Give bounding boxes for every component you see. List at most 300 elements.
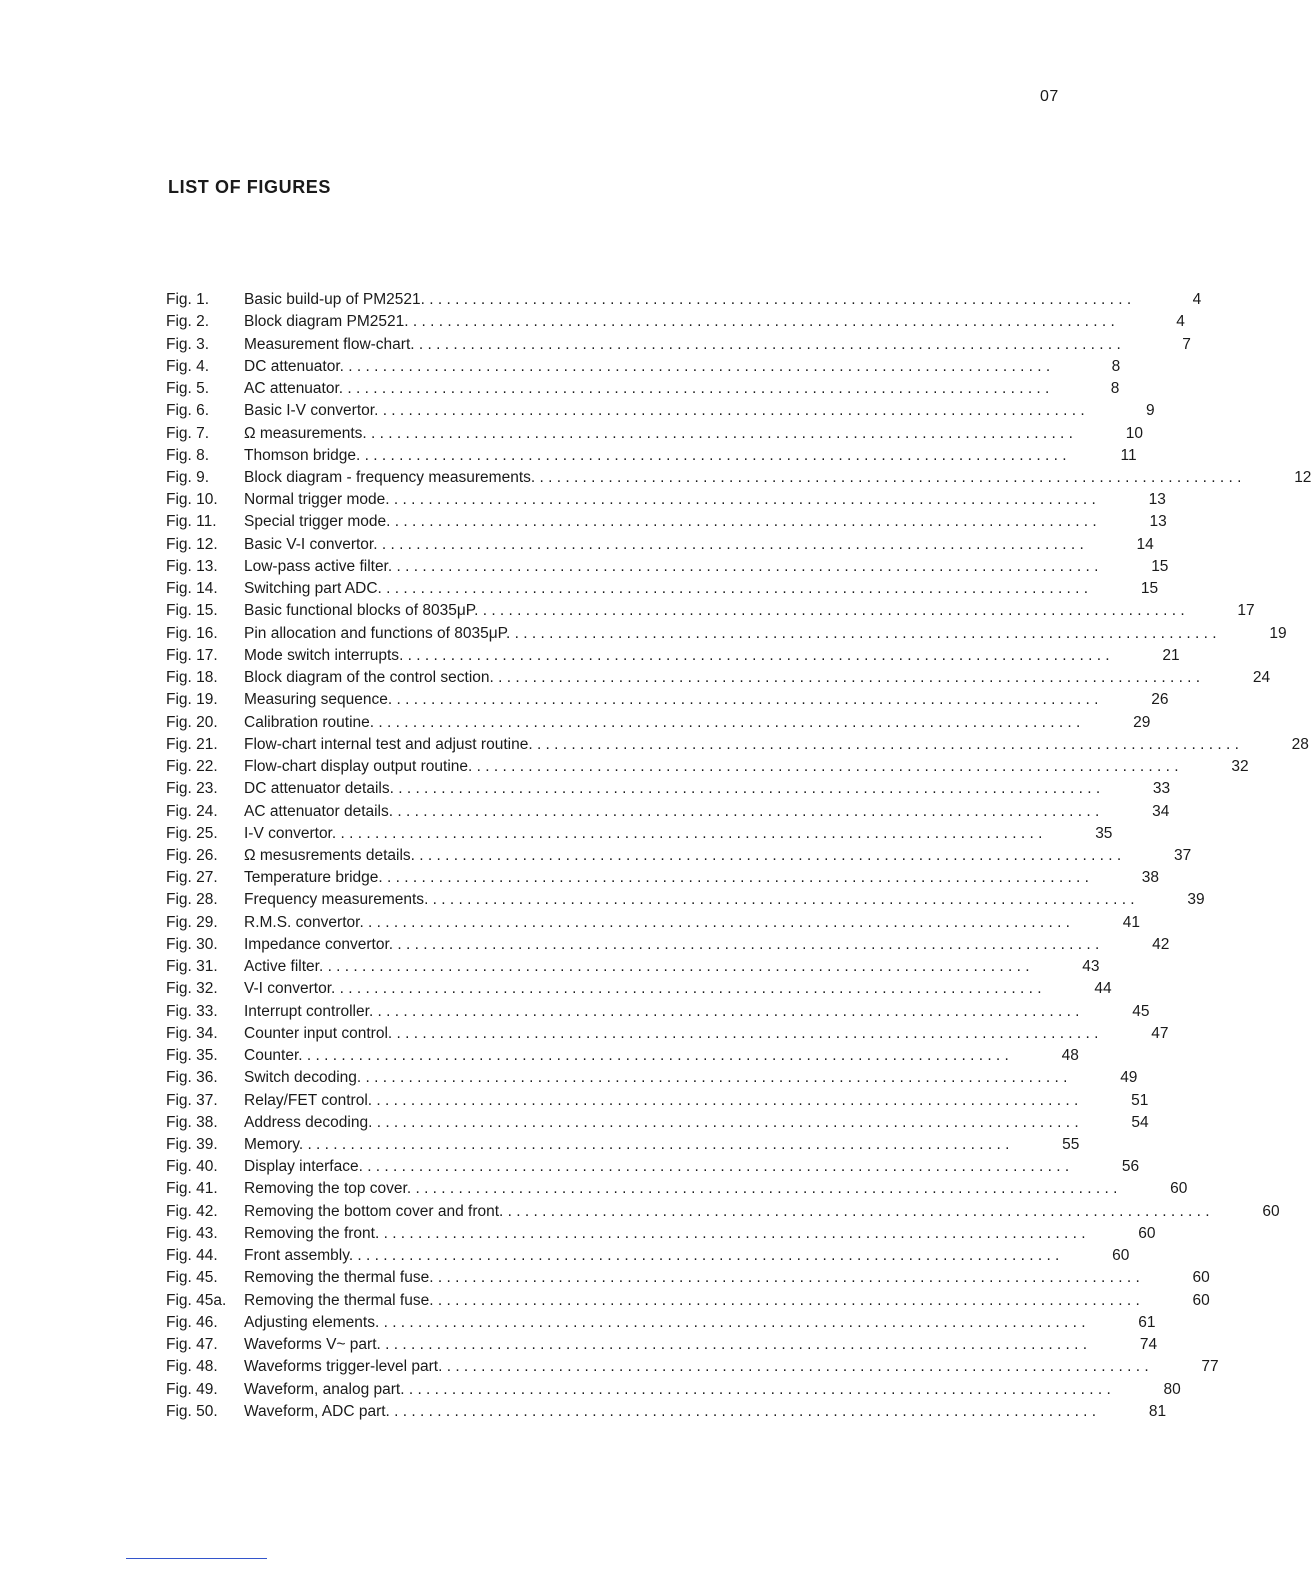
figure-title-with-leader xyxy=(244,1045,1009,1067)
figure-entry[interactable] xyxy=(166,1023,1169,1045)
figure-number: Fig. 11. xyxy=(166,513,217,531)
page-title: LIST OF FIGURES xyxy=(168,177,332,197)
figure-title: Basic functional blocks of 8035μP xyxy=(244,602,475,620)
figure-number: Fig. 7. xyxy=(166,424,210,442)
figure-title: Removing the thermal fuse xyxy=(244,1269,430,1287)
figure-page-number: 47 xyxy=(1151,1024,1169,1042)
figure-number: Fig. 42. xyxy=(166,1202,218,1220)
figure-number: Fig. 14. xyxy=(166,580,218,598)
dot-leader: . . . . . . . . . . . . . . . . . . . . . . . . . . . . . . . . . . . . . . . . . . . . . . . . . . . . . . . . . . . . . . . . . . . . . . . . . . . . . . . . . . . xyxy=(318,958,1030,976)
figure-title-with-leader xyxy=(244,356,1050,378)
dot-leader: . . . . . . . . . . . . . . . . . . . . . . . . . . . . . . . . . . . . . . . . . . . . . . . . . . . . . . . . . . . . . . . . . . . . . . . . . . . . . . . . . . . xyxy=(356,1069,1068,1087)
figure-page-number: 4 xyxy=(1176,313,1185,331)
dot-leader: . . . . . . . . . . . . . . . . . . . . . . . . . . . . . . . . . . . . . . . . . . . . . . . . . . . . . . . . . . . . . . . . . . . . . . . . . . . . . . . . . . . xyxy=(429,1291,1140,1309)
figure-title-with-leader xyxy=(244,511,1097,533)
figure-entry[interactable] xyxy=(166,378,1120,400)
dot-leader: . . . . . . . . . . . . . . . . . . . . . . . . . . . . . . . . . . . . . . . . . . . . . . . . . . . . . . . . . . . . . . . . . . . . . . . . . . . . . . . . . . . xyxy=(387,557,1099,575)
figure-title-with-leader xyxy=(244,1001,1080,1023)
figure-title-with-leader xyxy=(244,489,1096,511)
figure-page-number: 60 xyxy=(1170,1180,1188,1198)
figure-entry[interactable] xyxy=(166,756,1249,778)
figure-title: Ω measurements xyxy=(244,424,363,442)
figure-entry[interactable] xyxy=(166,489,1166,511)
figure-title-with-leader xyxy=(244,467,1241,489)
figure-page-number: 13 xyxy=(1149,513,1167,531)
dot-leader: . . . . . . . . . . . . . . . . . . . . . . . . . . . . . . . . . . . . . . . . . . . . . . . . . . . . . . . . . . . . . . . . . . . . . . . . . . . . . . . . . . . xyxy=(424,891,1135,909)
figure-number: Fig. 39. xyxy=(166,1136,218,1154)
figure-number: Fig. 45a. xyxy=(166,1291,227,1309)
figure-entry[interactable] xyxy=(166,1245,1130,1267)
figure-page-number: 19 xyxy=(1269,624,1287,642)
figure-number: Fig. 50. xyxy=(166,1402,218,1420)
dot-leader: . . . . . . . . . . . . . . . . . . . . . . . . . . . . . . . . . . . . . . . . . . . . . . . . . . . . . . . . . . . . . . . . . . . . . . . . . . . . . . . . . . . xyxy=(331,824,1043,842)
figure-title: Basic I-V convertor xyxy=(244,402,375,420)
figure-page-number: 15 xyxy=(1140,580,1159,598)
figure-title-with-leader xyxy=(244,400,1085,422)
figure-title: Ω mesusrements details xyxy=(244,846,411,864)
dot-leader: . . . . . . . . . . . . . . . . . . . . . . . . . . . . . . . . . . . . . . . . . . . . . . . . . . . . . . . . . . . . . . . . . . . . . . . . . . . . . . . . . . . xyxy=(348,1247,1060,1265)
figure-title: Special trigger mode xyxy=(244,513,387,531)
figure-title-with-leader xyxy=(244,912,1070,934)
dot-leader: . . . . . . . . . . . . . . . . . . . . . . . . . . . . . . . . . . . . . . . . . . . . . . . . . . . . . . . . . . . . . . . . . . . . . . . . . . . . . . . . . . . xyxy=(339,357,1051,375)
figure-number: Fig. 15. xyxy=(166,602,218,620)
figure-title-with-leader xyxy=(244,1312,1086,1334)
figure-title-with-leader xyxy=(244,289,1131,311)
figure-title-with-leader xyxy=(244,423,1073,445)
figure-title-with-leader xyxy=(244,334,1121,356)
figure-title-with-leader xyxy=(244,889,1135,911)
figure-page-number: 28 xyxy=(1291,735,1309,753)
dot-leader: . . . . . . . . . . . . . . . . . . . . . . . . . . . . . . . . . . . . . . . . . . . . . . . . . . . . . . . . . . . . . . . . . . . . . . . . . . . . . . . . . . . xyxy=(489,669,1201,687)
dot-leader: . . . . . . . . . . . . . . . . . . . . . . . . . . . . . . . . . . . . . . . . . . . . . . . . . . . . . . . . . . . . . . . . . . . . . . . . . . . . . . . . . . . xyxy=(298,1136,1010,1154)
figure-title: Basic build-up of PM2521 xyxy=(244,291,421,309)
figure-entry[interactable] xyxy=(166,1134,1080,1156)
dot-leader: . . . . . . . . . . . . . . . . . . . . . . . . . . . . . . . . . . . . . . . . . . . . . . . . . . . . . . . . . . . . . . . . . . . . . . . . . . . . . . . . . . . xyxy=(298,1047,1009,1065)
figure-entry[interactable] xyxy=(166,1334,1158,1356)
figure-entry[interactable] xyxy=(166,1223,1156,1245)
figure-title-with-leader xyxy=(244,1112,1079,1134)
figure-title-with-leader xyxy=(244,1401,1096,1423)
dot-leader: . . . . . . . . . . . . . . . . . . . . . . . . . . . . . . . . . . . . . . . . . . . . . . . . . . . . . . . . . . . . . . . . . . . . . . . . . . . . . . . . . . . xyxy=(387,1024,1099,1042)
figure-page-number: 33 xyxy=(1152,780,1171,798)
figure-page-number: 54 xyxy=(1131,1113,1149,1131)
figure-page-number: 26 xyxy=(1151,691,1169,709)
dot-leader: . . . . . . . . . . . . . . . . . . . . . . . . . . . . . . . . . . . . . . . . . . . . . . . . . . . . . . . . . . . . . . . . . . . . . . . . . . . . . . . . . . . xyxy=(369,713,1081,731)
figure-title: Removing the top cover xyxy=(244,1180,407,1198)
figure-page-number: 60 xyxy=(1138,1224,1156,1242)
figure-page-number: 44 xyxy=(1094,980,1112,998)
figure-entry[interactable] xyxy=(166,511,1167,533)
dot-leader: . . . . . . . . . . . . . . . . . . . . . . . . . . . . . . . . . . . . . . . . . . . . . . . . . . . . . . . . . . . . . . . . . . . . . . . . . . . . . . . . . . . xyxy=(406,1180,1118,1198)
figure-number: Fig. 10. xyxy=(166,491,218,509)
figure-page-number: 38 xyxy=(1141,869,1159,887)
figure-title: Flow-chart internal test and adjust routine xyxy=(244,735,529,753)
figure-title-with-leader xyxy=(244,823,1042,845)
figure-title-with-leader xyxy=(244,578,1088,600)
figure-title: V-I convertor xyxy=(244,980,332,998)
figure-number: Fig. 17. xyxy=(166,646,218,664)
figure-title-with-leader xyxy=(244,1245,1059,1267)
figure-entry[interactable] xyxy=(166,1045,1079,1067)
figure-entry[interactable] xyxy=(166,1401,1167,1423)
figure-entry[interactable] xyxy=(166,645,1180,667)
dot-leader: . . . . . . . . . . . . . . . . . . . . . . . . . . . . . . . . . . . . . . . . . . . . . . . . . . . . . . . . . . . . . . . . . . . . . . . . . . . . . . . . . . . xyxy=(429,1269,1140,1287)
figure-entry[interactable] xyxy=(166,711,1151,733)
figure-page-number: 8 xyxy=(1110,380,1120,398)
figure-title: Interrupt controller xyxy=(244,1002,369,1020)
figure-entry[interactable] xyxy=(166,1201,1280,1223)
dot-leader: . . . . . . . . . . . . . . . . . . . . . . . . . . . . . . . . . . . . . . . . . . . . . . . . . . . . . . . . . . . . . . . . . . . . . . . . . . . . . . . . . . . xyxy=(359,913,1070,931)
figure-entry[interactable] xyxy=(166,1001,1150,1023)
figure-entry[interactable] xyxy=(166,1112,1149,1134)
dot-leader: . . . . . . . . . . . . . . . . . . . . . . . . . . . . . . . . . . . . . . . . . . . . . . . . . . . . . . . . . . . . . . . . . . . . . . . . . . . . . . . . . . . xyxy=(506,624,1217,642)
figure-title-with-leader xyxy=(244,1290,1140,1312)
figure-title-with-leader xyxy=(244,1223,1086,1245)
figure-page-number: 48 xyxy=(1061,1047,1079,1065)
figure-page-number: 35 xyxy=(1095,824,1113,842)
figure-title-with-leader xyxy=(244,689,1098,711)
figure-number: Fig. 8. xyxy=(166,446,210,464)
figure-entry[interactable] xyxy=(166,556,1169,578)
figure-number: Fig. 32. xyxy=(166,980,218,998)
figure-page-number: 49 xyxy=(1120,1069,1138,1087)
figure-number: Fig. 4. xyxy=(166,357,210,375)
figure-title-with-leader xyxy=(244,1023,1098,1045)
figure-number: Fig. 33. xyxy=(166,1002,218,1020)
figure-number: Fig. 45. xyxy=(166,1269,218,1287)
dot-leader: . . . . . . . . . . . . . . . . . . . . . . . . . . . . . . . . . . . . . . . . . . . . . . . . . . . . . . . . . . . . . . . . . . . . . . . . . . . . . . . . . . . xyxy=(410,335,1121,353)
figure-page-number: 77 xyxy=(1201,1358,1219,1376)
figure-title: Address decoding xyxy=(244,1113,369,1131)
dot-leader: . . . . . . . . . . . . . . . . . . . . . . . . . . . . . . . . . . . . . . . . . . . . . . . . . . . . . . . . . . . . . . . . . . . . . . . . . . . . . . . . . . . xyxy=(331,980,1042,998)
figure-page-number: 80 xyxy=(1163,1380,1181,1398)
figure-title-with-leader xyxy=(244,1267,1140,1289)
figure-title: Pin allocation and functions of 8035μP xyxy=(244,624,507,642)
dot-leader: . . . . . . . . . . . . . . . . . . . . . . . . . . . . . . . . . . . . . . . . . . . . . . . . . . . . . . . . . . . . . . . . . . . . . . . . . . . . . . . . . . . xyxy=(374,1313,1086,1331)
figure-entry[interactable] xyxy=(166,1089,1149,1111)
figure-entry[interactable] xyxy=(166,667,1271,689)
dot-leader: . . . . . . . . . . . . . . . . . . . . . . . . . . . . . . . . . . . . . . . . . . . . . . . . . . . . . . . . . . . . . . . . . . . . . . . . . . . . . . . . . . . xyxy=(385,491,1096,509)
figure-page-number: 4 xyxy=(1192,291,1202,309)
figure-number: Fig. 6. xyxy=(166,402,210,420)
figure-title: Measurement flow-chart xyxy=(244,335,411,353)
figure-entry[interactable] xyxy=(166,689,1169,711)
figure-title-with-leader xyxy=(244,801,1099,823)
figure-number: Fig. 23. xyxy=(166,780,218,798)
figure-title: Counter input control xyxy=(244,1024,388,1042)
figure-number: Fig. 40. xyxy=(166,1158,218,1176)
dot-leader: . . . . . . . . . . . . . . . . . . . . . . . . . . . . . . . . . . . . . . . . . . . . . . . . . . . . . . . . . . . . . . . . . . . . . . . . . . . . . . . . . . . xyxy=(388,802,1100,820)
figure-page-number: 14 xyxy=(1136,535,1154,553)
figure-title-with-leader xyxy=(244,556,1098,578)
figure-title: AC attenuator xyxy=(244,380,339,398)
figure-title: Low-pass active filter xyxy=(244,557,388,575)
figure-title: Frequency measurements xyxy=(244,891,425,909)
figure-entry[interactable] xyxy=(166,1156,1140,1178)
figure-title-with-leader xyxy=(244,1134,1009,1156)
figure-title-with-leader xyxy=(244,778,1100,800)
figure-entry[interactable] xyxy=(166,534,1154,556)
dot-leader: . . . . . . . . . . . . . . . . . . . . . . . . . . . . . . . . . . . . . . . . . . . . . . . . . . . . . . . . . . . . . . . . . . . . . . . . . . . . . . . . . . . xyxy=(388,935,1100,953)
figure-title: Impedance convertor xyxy=(244,935,389,953)
figure-number: Fig. 21. xyxy=(166,735,218,753)
figure-entry[interactable] xyxy=(166,1067,1138,1089)
figure-page-number: 12 xyxy=(1294,468,1311,486)
figure-title: Active filter xyxy=(244,958,319,976)
figure-title-with-leader xyxy=(244,600,1185,622)
figure-number: Fig. 46. xyxy=(166,1313,218,1331)
figure-entry[interactable] xyxy=(166,800,1170,822)
figure-number: Fig. 16. xyxy=(166,624,218,642)
figure-title-with-leader xyxy=(244,734,1239,756)
figure-number: Fig. 37. xyxy=(166,1091,218,1109)
figure-page-number: 34 xyxy=(1152,802,1170,820)
figure-number: Fig. 49. xyxy=(166,1380,218,1398)
figure-number: Fig. 3. xyxy=(166,335,210,353)
figure-entry[interactable] xyxy=(166,978,1112,1000)
figure-entry[interactable] xyxy=(166,1267,1210,1289)
figure-title: Display interface xyxy=(244,1158,359,1176)
figure-number: Fig. 28. xyxy=(166,891,218,909)
figure-title: Memory xyxy=(244,1136,299,1154)
figure-page-number: 60 xyxy=(1192,1291,1210,1309)
figure-number: Fig. 34. xyxy=(166,1024,218,1042)
figure-title-with-leader xyxy=(244,1379,1111,1401)
figure-entry[interactable] xyxy=(166,734,1309,756)
figure-entry[interactable] xyxy=(166,845,1192,867)
dot-leader: . . . . . . . . . . . . . . . . . . . . . . . . . . . . . . . . . . . . . . . . . . . . . . . . . . . . . . . . . . . . . . . . . . . . . . . . . . . . . . . . . . . xyxy=(356,446,1067,464)
dot-leader: . . . . . . . . . . . . . . . . . . . . . . . . . . . . . . . . . . . . . . . . . . . . . . . . . . . . . . . . . . . . . . . . . . . . . . . . . . . . . . . . . . . xyxy=(374,402,1085,420)
figure-page-number: 60 xyxy=(1262,1202,1280,1220)
dot-leader: . . . . . . . . . . . . . . . . . . . . . . . . . . . . . . . . . . . . . . . . . . . . . . . . . . . . . . . . . . . . . . . . . . . . . . . . . . . . . . . . . . . xyxy=(530,468,1242,486)
figure-title: Waveform, analog part xyxy=(244,1380,401,1398)
figure-number: Fig. 35. xyxy=(166,1047,218,1065)
figure-number: Fig. 48. xyxy=(166,1358,218,1376)
dot-leader: . . . . . . . . . . . . . . . . . . . . . . . . . . . . . . . . . . . . . . . . . . . . . . . . . . . . . . . . . . . . . . . . . . . . . . . . . . . . . . . . . . . xyxy=(377,580,1089,598)
footer-divider xyxy=(126,1558,267,1559)
figure-number: Fig. 20. xyxy=(166,713,218,731)
dot-leader: . . . . . . . . . . . . . . . . . . . . . . . . . . . . . . . . . . . . . . . . . . . . . . . . . . . . . . . . . . . . . . . . . . . . . . . . . . . . . . . . . . . xyxy=(358,1158,1070,1176)
figure-title-with-leader xyxy=(244,712,1080,734)
figure-page-number: 9 xyxy=(1146,402,1155,420)
figure-title-with-leader xyxy=(244,1178,1117,1200)
dot-leader: . . . . . . . . . . . . . . . . . . . . . . . . . . . . . . . . . . . . . . . . . . . . . . . . . . . . . . . . . . . . . . . . . . . . . . . . . . . . . . . . . . . xyxy=(368,1002,1080,1020)
figure-title: Switching part ADC xyxy=(244,580,378,598)
figure-title-with-leader xyxy=(244,978,1042,1000)
dot-leader: . . . . . . . . . . . . . . . . . . . . . . . . . . . . . . . . . . . . . . . . . . . . . . . . . . . . . . . . . . . . . . . . . . . . . . . . . . . . . . . . . . . xyxy=(474,602,1185,620)
figure-entry[interactable] xyxy=(166,1178,1188,1200)
figure-number: Fig. 44. xyxy=(166,1247,218,1265)
figure-entry[interactable] xyxy=(166,333,1191,355)
dot-leader: . . . . . . . . . . . . . . . . . . . . . . . . . . . . . . . . . . . . . . . . . . . . . . . . . . . . . . . . . . . . . . . . . . . . . . . . . . . . . . . . . . . xyxy=(367,1091,1079,1109)
dot-leader: . . . . . . . . . . . . . . . . . . . . . . . . . . . . . . . . . . . . . . . . . . . . . . . . . . . . . . . . . . . . . . . . . . . . . . . . . . . . . . . . . . . xyxy=(374,1224,1086,1242)
figure-title-with-leader xyxy=(244,645,1110,667)
figure-entry[interactable] xyxy=(166,1378,1181,1400)
figure-page-number: 29 xyxy=(1133,713,1151,731)
dot-leader: . . . . . . . . . . . . . . . . . . . . . . . . . . . . . . . . . . . . . . . . . . . . . . . . . . . . . . . . . . . . . . . . . . . . . . . . . . . . . . . . . . . xyxy=(338,380,1050,398)
figure-page-number: 32 xyxy=(1231,758,1249,776)
figure-entry[interactable] xyxy=(166,311,1185,333)
dot-leader: . . . . . . . . . . . . . . . . . . . . . . . . . . . . . . . . . . . . . . . . . . . . . . . . . . . . . . . . . . . . . . . . . . . . . . . . . . . . . . . . . . . xyxy=(404,313,1115,331)
figure-number: Fig. 47. xyxy=(166,1336,218,1354)
figure-page-number: 61 xyxy=(1138,1313,1156,1331)
figure-page-number: 15 xyxy=(1151,557,1169,575)
figure-page-number: 10 xyxy=(1125,424,1143,442)
page-number: 07 xyxy=(1040,88,1059,105)
figure-entry[interactable] xyxy=(166,1290,1210,1312)
figure-title: Measuring sequence xyxy=(244,691,388,709)
dot-leader: . . . . . . . . . . . . . . . . . . . . . . . . . . . . . . . . . . . . . . . . . . . . . . . . . . . . . . . . . . . . . . . . . . . . . . . . . . . . . . . . . . . xyxy=(399,646,1110,664)
figure-entry[interactable] xyxy=(166,934,1170,956)
figure-number: Fig. 13. xyxy=(166,557,218,575)
figure-number: Fig. 31. xyxy=(166,958,218,976)
figure-title: Temperature bridge xyxy=(244,869,379,887)
dot-leader: . . . . . . . . . . . . . . . . . . . . . . . . . . . . . . . . . . . . . . . . . . . . . . . . . . . . . . . . . . . . . . . . . . . . . . . . . . . . . . . . . . . xyxy=(528,735,1239,753)
figure-entry[interactable] xyxy=(166,400,1155,422)
figure-title: Block diagram - frequency measurements xyxy=(244,468,531,486)
figure-entry[interactable] xyxy=(166,867,1159,889)
figure-title: AC attenuator details xyxy=(244,802,389,820)
figure-title: Mode switch interrupts xyxy=(244,646,400,664)
figure-number: Fig. 30. xyxy=(166,935,218,953)
figure-title: Block diagram PM2521 xyxy=(244,313,405,331)
figure-title-with-leader xyxy=(244,845,1121,867)
figure-page-number: 56 xyxy=(1121,1158,1140,1176)
figure-title-with-leader xyxy=(244,378,1049,400)
figure-title: Waveforms trigger-level part xyxy=(244,1358,439,1376)
figure-title: Waveform, ADC part xyxy=(244,1402,386,1420)
figure-entry[interactable] xyxy=(166,889,1205,911)
figure-number: Fig. 36. xyxy=(166,1069,218,1087)
dot-leader: . . . . . . . . . . . . . . . . . . . . . . . . . . . . . . . . . . . . . . . . . . . . . . . . . . . . . . . . . . . . . . . . . . . . . . . . . . . . . . . . . . . xyxy=(386,513,1097,531)
figure-title: I-V convertor xyxy=(244,824,332,842)
figure-entry[interactable] xyxy=(166,578,1159,600)
figure-page-number: 74 xyxy=(1139,1336,1158,1354)
figure-page-number: 51 xyxy=(1131,1091,1149,1109)
figure-entry[interactable] xyxy=(166,467,1311,489)
dot-leader: . . . . . . . . . . . . . . . . . . . . . . . . . . . . . . . . . . . . . . . . . . . . . . . . . . . . . . . . . . . . . . . . . . . . . . . . . . . . . . . . . . . xyxy=(410,846,1122,864)
figure-entry[interactable] xyxy=(166,778,1171,800)
dot-leader: . . . . . . . . . . . . . . . . . . . . . . . . . . . . . . . . . . . . . . . . . . . . . . . . . . . . . . . . . . . . . . . . . . . . . . . . . . . . . . . . . . . xyxy=(389,780,1101,798)
figure-entry[interactable] xyxy=(166,1356,1219,1378)
figure-title: Removing the thermal fuse xyxy=(244,1291,430,1309)
figure-entry[interactable] xyxy=(166,912,1140,934)
figure-page-number: 55 xyxy=(1062,1136,1080,1154)
figure-number: Fig. 12. xyxy=(166,535,218,553)
figure-number: Fig. 26. xyxy=(166,846,218,864)
figure-title: Block diagram of the control section xyxy=(244,669,490,687)
figure-title-with-leader xyxy=(244,934,1099,956)
figure-page-number: 37 xyxy=(1173,846,1192,864)
figure-title-with-leader xyxy=(244,534,1084,556)
figure-number: Fig. 5. xyxy=(166,380,210,398)
figure-page-number: 11 xyxy=(1120,446,1137,464)
dot-leader: . . . . . . . . . . . . . . . . . . . . . . . . . . . . . . . . . . . . . . . . . . . . . . . . . . . . . . . . . . . . . . . . . . . . . . . . . . . . . . . . . . . xyxy=(387,691,1099,709)
figure-title: Flow-chart display output routine xyxy=(244,758,469,776)
figure-number: Fig. 25. xyxy=(166,824,218,842)
figure-title: Relay/FET control xyxy=(244,1091,368,1109)
figure-entry[interactable] xyxy=(166,823,1113,845)
figure-page-number: 42 xyxy=(1152,935,1170,953)
figure-entry[interactable] xyxy=(166,1312,1156,1334)
figure-title: Removing the front xyxy=(244,1224,375,1242)
figure-title: Thomson bridge xyxy=(244,446,357,464)
dot-leader: . . . . . . . . . . . . . . . . . . . . . . . . . . . . . . . . . . . . . . . . . . . . . . . . . . . . . . . . . . . . . . . . . . . . . . . . . . . . . . . . . . . xyxy=(373,535,1084,553)
figure-number: Fig. 41. xyxy=(166,1180,218,1198)
figure-entry[interactable] xyxy=(166,956,1100,978)
figure-title-with-leader xyxy=(244,867,1089,889)
figure-title: Switch decoding xyxy=(244,1069,357,1087)
figure-page-number: 13 xyxy=(1148,491,1166,509)
figure-title-with-leader xyxy=(244,623,1217,645)
figure-title: Normal trigger mode xyxy=(244,491,386,509)
figure-page-number: 60 xyxy=(1112,1247,1130,1265)
figure-title-with-leader xyxy=(244,445,1067,467)
dot-leader: . . . . . . . . . . . . . . . . . . . . . . . . . . . . . . . . . . . . . . . . . . . . . . . . . . . . . . . . . . . . . . . . . . . . . . . . . . . . . . . . . . . xyxy=(376,1336,1088,1354)
figure-number: Fig. 19. xyxy=(166,691,218,709)
dot-leader: . . . . . . . . . . . . . . . . . . . . . . . . . . . . . . . . . . . . . . . . . . . . . . . . . . . . . . . . . . . . . . . . . . . . . . . . . . . . . . . . . . . xyxy=(468,758,1179,776)
figure-title: Removing the bottom cover and front xyxy=(244,1202,500,1220)
figure-page-number: 7 xyxy=(1182,335,1191,353)
dot-leader: . . . . . . . . . . . . . . . . . . . . . . . . . . . . . . . . . . . . . . . . . . . . . . . . . . . . . . . . . . . . . . . . . . . . . . . . . . . . . . . . . . . xyxy=(368,1113,1079,1131)
dot-leader: . . . . . . . . . . . . . . . . . . . . . . . . . . . . . . . . . . . . . . . . . . . . . . . . . . . . . . . . . . . . . . . . . . . . . . . . . . . . . . . . . . . xyxy=(499,1202,1210,1220)
figure-number: Fig. 29. xyxy=(166,913,218,931)
figure-title-with-leader xyxy=(244,1067,1067,1089)
dot-leader: . . . . . . . . . . . . . . . . . . . . . . . . . . . . . . . . . . . . . . . . . . . . . . . . . . . . . . . . . . . . . . . . . . . . . . . . . . . . . . . . . . . xyxy=(420,291,1132,309)
figure-title-with-leader xyxy=(244,1090,1078,1112)
figure-page-number: 45 xyxy=(1132,1002,1150,1020)
figure-entry[interactable] xyxy=(166,600,1255,622)
figure-entry[interactable] xyxy=(166,445,1137,467)
dot-leader: . . . . . . . . . . . . . . . . . . . . . . . . . . . . . . . . . . . . . . . . . . . . . . . . . . . . . . . . . . . . . . . . . . . . . . . . . . . . . . . . . . . xyxy=(362,424,1073,442)
figure-title-with-leader xyxy=(244,1201,1210,1223)
figure-number: Fig. 18. xyxy=(166,669,218,687)
figure-page-number: 81 xyxy=(1148,1402,1167,1420)
figure-number: Fig. 38. xyxy=(166,1113,218,1131)
figure-page-number: 60 xyxy=(1192,1269,1210,1287)
dot-leader: . . . . . . . . . . . . . . . . . . . . . . . . . . . . . . . . . . . . . . . . . . . . . . . . . . . . . . . . . . . . . . . . . . . . . . . . . . . . . . . . . . . xyxy=(438,1358,1149,1376)
figure-title-with-leader xyxy=(244,667,1200,689)
figure-title: Adjusting elements xyxy=(244,1313,375,1331)
figure-page-number: 43 xyxy=(1082,958,1100,976)
figure-title: Waveforms V~ part xyxy=(244,1336,377,1354)
figure-title: DC attenuator details xyxy=(244,780,390,798)
figure-number: Fig. 2. xyxy=(166,313,210,331)
dot-leader: . . . . . . . . . . . . . . . . . . . . . . . . . . . . . . . . . . . . . . . . . . . . . . . . . . . . . . . . . . . . . . . . . . . . . . . . . . . . . . . . . . . xyxy=(385,1402,1097,1420)
figure-page-number: 8 xyxy=(1111,357,1121,375)
figure-page-number: 41 xyxy=(1122,913,1140,931)
figure-title-with-leader xyxy=(244,1356,1149,1378)
figure-title-with-leader xyxy=(244,956,1030,978)
figure-entry[interactable] xyxy=(166,289,1202,311)
figure-title-with-leader xyxy=(244,756,1179,778)
figure-number: Fig. 43. xyxy=(166,1224,218,1242)
figure-number: Fig. 22. xyxy=(166,758,218,776)
figure-entry[interactable] xyxy=(166,623,1287,645)
figure-entry[interactable] xyxy=(166,356,1121,378)
figure-title-with-leader xyxy=(244,1156,1069,1178)
dot-leader: . . . . . . . . . . . . . . . . . . . . . . . . . . . . . . . . . . . . . . . . . . . . . . . . . . . . . . . . . . . . . . . . . . . . . . . . . . . . . . . . . . . xyxy=(378,869,1089,887)
figure-entry[interactable] xyxy=(166,422,1143,444)
figure-number: Fig. 9. xyxy=(166,468,210,486)
figure-number: Fig. 1. xyxy=(166,291,210,309)
figure-page-number: 39 xyxy=(1187,891,1205,909)
figure-title-with-leader xyxy=(244,311,1115,333)
figure-title: Basic V-I convertor xyxy=(244,535,374,553)
figure-title-with-leader xyxy=(244,1334,1087,1356)
figure-page-number: 17 xyxy=(1237,602,1255,620)
dot-leader: . . . . . . . . . . . . . . . . . . . . . . . . . . . . . . . . . . . . . . . . . . . . . . . . . . . . . . . . . . . . . . . . . . . . . . . . . . . . . . . . . . . xyxy=(400,1380,1111,1398)
